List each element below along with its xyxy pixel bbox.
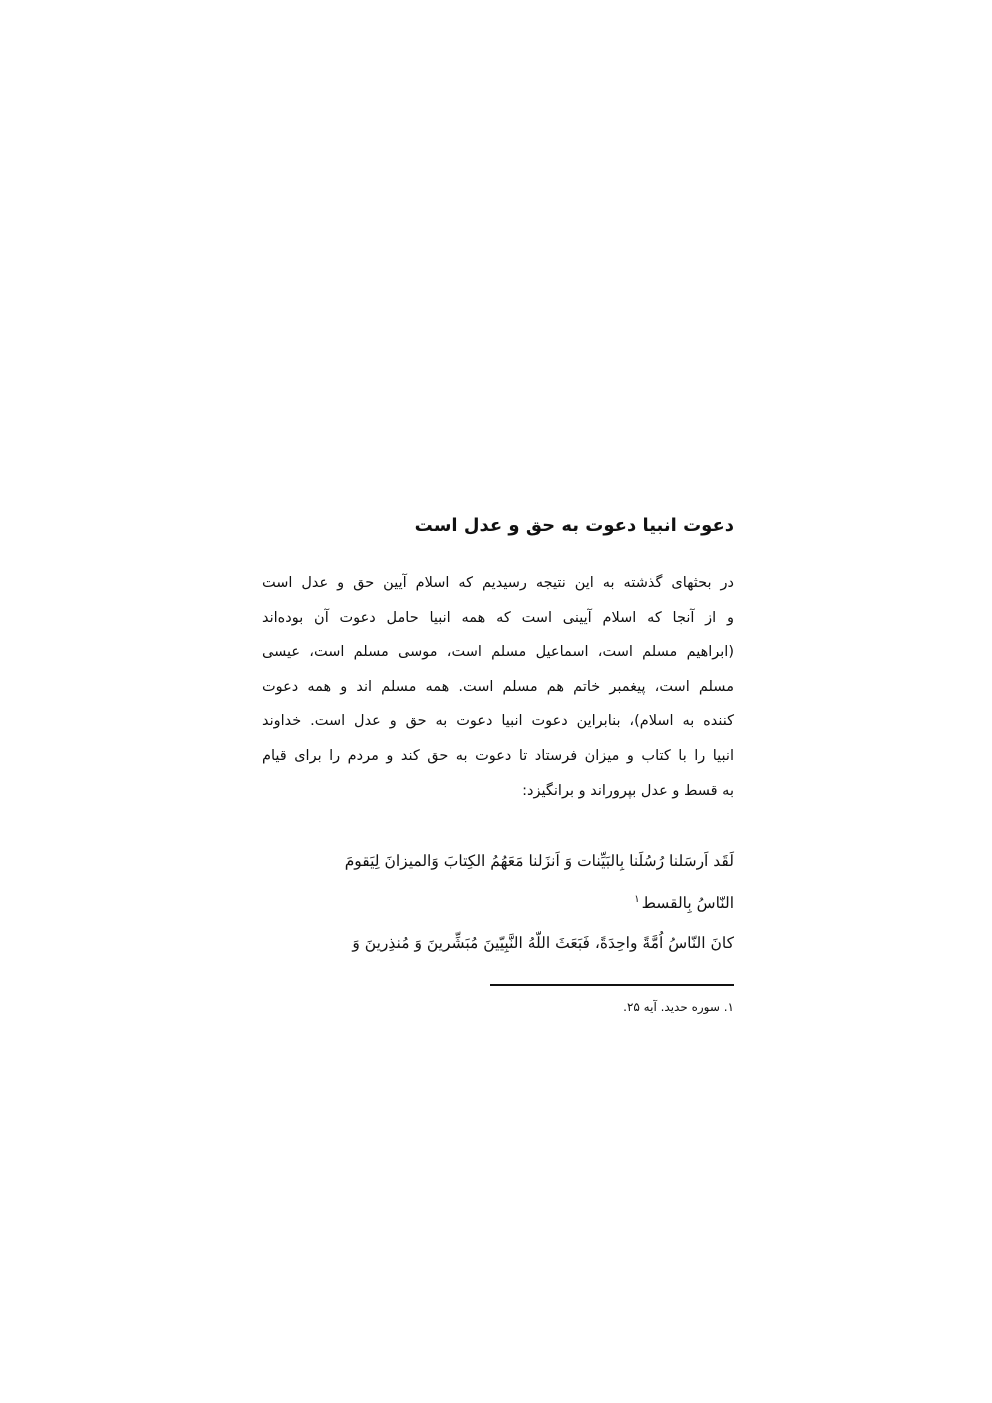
paragraph-line: به قسط و عدل بپروراند و برانگیزد: — [522, 782, 734, 799]
footnote-marker: ۱ — [634, 894, 640, 905]
section-title: دعوت انبیا دعوت به حق و عدل است — [414, 515, 734, 536]
quran-verse-line — [304, 885, 734, 918]
paragraph-line: کننده به اسلام)، بنابراین دعوت انبیا دعوت به حق و عدل است. خداوند — [262, 713, 734, 730]
quran-verse-line: کانَ النّاسُ اُمَّةً واحِدَةً، فَبَعَثَ اللّهُ النَّبِیّینَ مُبَشِّرینَ وَ مُنذِرینَ وَ — [352, 934, 734, 952]
paragraph-line: در بحثهای گذشته به این نتیجه رسیدیم که اسلام آیین حق و عدل است — [262, 575, 734, 591]
paragraph-line: مسلم است، پیغمبر خاتم هم مسلم است. همه مسلم اند و همه دعوت — [262, 678, 734, 695]
body-paragraph — [262, 566, 734, 808]
paragraph-line: و از آنجا که اسلام آیینی است که همه انبیا حامل دعوت آن بوده‌اند — [262, 609, 734, 626]
paragraph-line: (ابراهیم مسلم است، اسماعیل مسلم است، موسی مسلم است، عیسی — [262, 644, 734, 661]
footnote-divider — [490, 984, 734, 986]
footnote-text: ۱. سوره حدید. آیه ۲۵. — [623, 1000, 734, 1014]
quran-verse-line: لَقَد اَرسَلنا رُسُلَنا بِالبَیِّنات وَ اَنزَلنا مَعَهُمُ الکِتابَ وَالمیزانَ لِیَقومَ — [344, 852, 734, 870]
paragraph-line: انبیا را با کتاب و میزان فرستاد تا دعوت به حق کند و مردم را برای قیام — [262, 747, 734, 764]
quran-verse-text: النّاسُ بِالقسط — [641, 894, 734, 913]
